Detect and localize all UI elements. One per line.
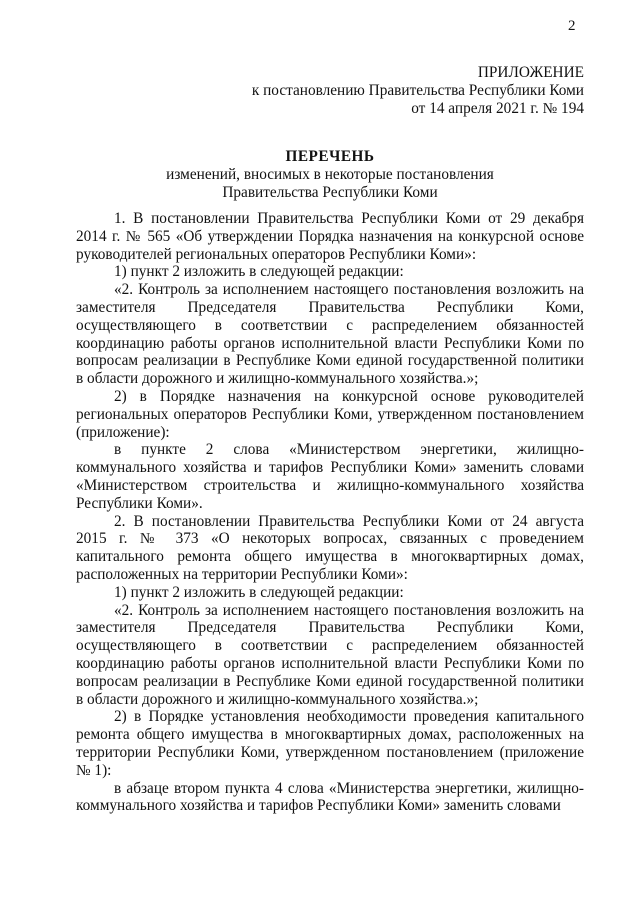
document-title xyxy=(76,148,584,201)
title-heading: ПЕРЕЧЕНЬ xyxy=(285,148,375,165)
paragraph: 2) в Порядке установления необходимости проведения капитального ремонта общего имущества в многоквартирных домах, расположенных на территории Республики Коми, утвержденном постановлением (приложение № 1): xyxy=(76,708,584,779)
page-number: 2 xyxy=(568,18,576,34)
paragraph: 1) пункт 2 изложить в следующей редакции: xyxy=(114,583,404,601)
appendix-date-number: от 14 апреля 2021 г. № 194 xyxy=(411,99,584,117)
paragraph: 1) пункт 2 изложить в следующей редакции: xyxy=(114,263,404,281)
paragraph: 2) в Порядке назначения на конкурсной основе руководителей региональных операторов Республики Коми, утвержденном постановлением (приложение): xyxy=(76,387,584,441)
appendix-resolution-ref: к постановлению Правительства Республики Коми xyxy=(251,81,584,99)
paragraph: в пункте 2 слова «Министерством энергетики, жилищно-коммунального хозяйства и тарифов Республики Коми» заменить словами «Министерством строительства и жилищно-коммунального хозяйства Республики Коми». xyxy=(76,441,584,512)
paragraph: «2. Контроль за исполнением настоящего постановления возложить на заместителя Председателя Правительства Республики Коми, осуществляющего в соответствии с распределением обязанностей координацию работы органов исполнительной власти Республики Коми по вопросам реализации в Республике Коми единой государственной политики в области дорожного и жилищно-коммунального хозяйства.»; xyxy=(76,601,584,708)
appendix-header xyxy=(224,64,584,117)
paragraph: 1. В постановлении Правительства Республики Коми от 29 декабря 2014 г. № 565 «Об утверждении Порядка назначения на конкурсной основе руководителей региональных операторов Республики Коми»: xyxy=(76,210,584,263)
paragraph: 2. В постановлении Правительства Республики Коми от 24 августа 2015 г. № 373 «О некоторых вопросах, связанных с проведением капитального ремонта общего имущества в многоквартирных домах, расположенных на территории Республики Коми»: xyxy=(76,512,584,583)
title-subtitle-line2: Правительства Республики Коми xyxy=(222,183,438,201)
paragraph: «2. Контроль за исполнением настоящего постановления возложить на заместителя Председателя Правительства Республики Коми, осуществляющего в соответствии с распределением обязанностей координацию работы органов исполнительной власти Республики Коми по вопросам реализации в Республике Коми единой государственной политики в области дорожного и жилищно-коммунального хозяйства.»; xyxy=(76,281,584,388)
paragraph: в абзаце втором пункта 4 слова «Министерства энергетики, жилищно-коммунального хозяйства и тарифов Республики Коми» заменить словами xyxy=(76,779,584,815)
title-subtitle-line1: изменений, вносимых в некоторые постановления xyxy=(166,165,494,183)
document-body xyxy=(76,210,584,815)
appendix-label: ПРИЛОЖЕНИЕ xyxy=(477,64,584,81)
